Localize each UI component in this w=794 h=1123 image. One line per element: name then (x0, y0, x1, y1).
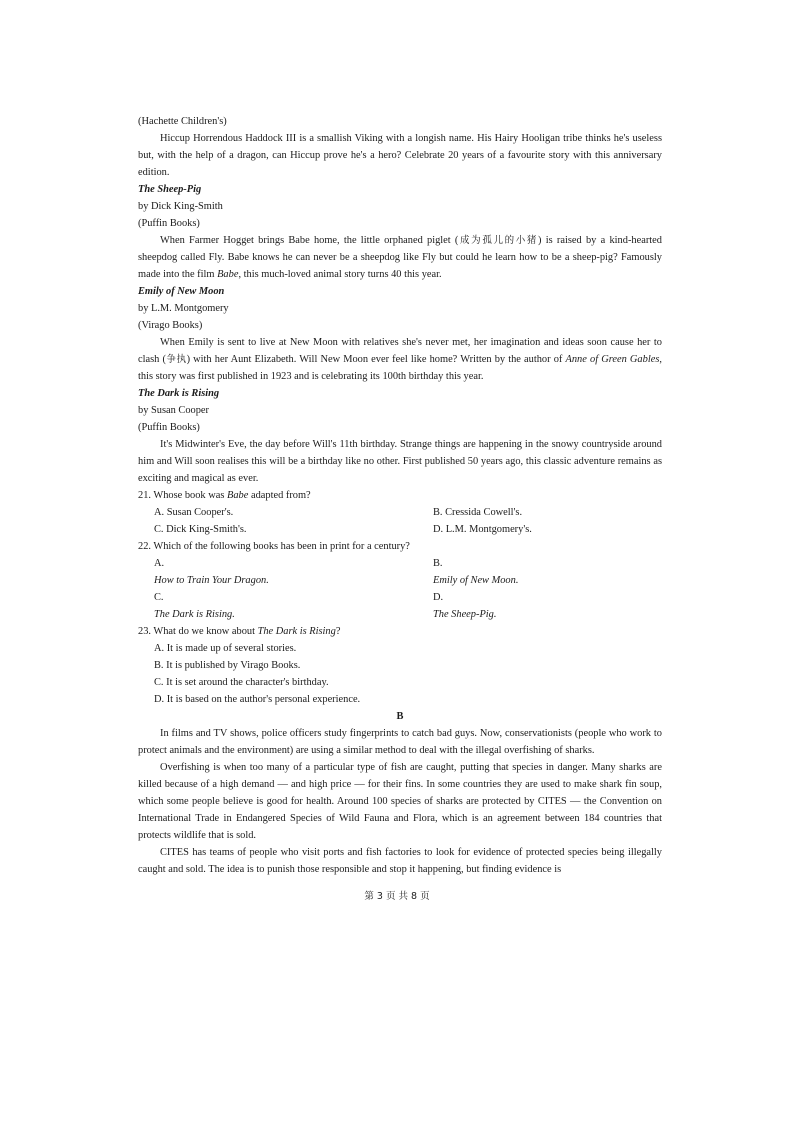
book0-publisher: (Hachette Children's) (138, 116, 227, 127)
book3-description: It's Midwinter's Eve, the day before Will's 11th birthday. Strange things are happening in the snowy countryside around him and Will soon realises this will be a birthday like no other. First published 50 years ago, this classic adventure remains as exciting and magical as ever. (138, 439, 662, 484)
q23-option-b[interactable]: B. It is published by Virago Books. (154, 660, 301, 671)
book1-author: by Dick King-Smith (138, 201, 223, 212)
q23-option-d[interactable]: D. It is based on the author's personal experience. (154, 694, 361, 705)
q21-option-a[interactable]: A. Susan Cooper's. (154, 507, 234, 518)
q21-option-b[interactable]: B. Cressida Cowell's. (433, 507, 523, 518)
book1-publisher: (Puffin Books) (138, 218, 200, 229)
book1-description: When Farmer Hogget brings Babe home, the little orphaned piglet (成为孤儿的小猪) is raised by a kind-hearted sheepdog called Fly. Babe knows he can never be a sheepdog like Fly but could he learn how to be a sheep-pig? Famously made into the film Babe, this much-loved animal story turns 40 this year. (138, 235, 662, 280)
book2-author: by L.M. Montgomery (138, 303, 229, 314)
question-21-stem: 21. Whose book was Babe adapted from? (138, 490, 311, 501)
q23-option-c[interactable]: C. It is set around the character's birthday. (154, 677, 329, 688)
book3-title: The Dark is Rising (138, 388, 220, 399)
book2-description: When Emily is sent to live at New Moon with relatives she's never met, her imagination and ideas soon cause her to clash (争执) with her Aunt Elizabeth. Will New Moon ever feel like home? Written by the author of Anne of Green Gables, this story was first published in 1923 and is celebrating its 100th birthday this year. (138, 337, 662, 382)
q22-option-b[interactable]: B. Emily of New Moon. (433, 558, 519, 586)
document-page (138, 113, 662, 878)
question-22-options-row2 (138, 589, 662, 623)
book1-title: The Sheep-Pig (138, 184, 202, 195)
q22-option-d[interactable]: D. The Sheep-Pig. (433, 592, 497, 620)
book2-publisher: (Virago Books) (138, 320, 203, 331)
question-23-stem: 23. What do we know about The Dark is Rising? (138, 626, 341, 637)
q21-option-c[interactable]: C. Dick King-Smith's. (154, 524, 247, 535)
section-b-paragraph-3: CITES has teams of people who visit ports and fish factories to look for evidence of protected species being illegally caught and sold. The idea is to punish those responsible and stop it happening, but finding evidence is (138, 847, 662, 875)
question-21-options-row2 (138, 521, 662, 538)
section-b-paragraph-1: In films and TV shows, police officers study fingerprints to catch bad guys. Now, conservationists (people who work to protect animals and the environment) are using a similar method to deal with the illegal overfishing of sharks. (138, 728, 662, 756)
q22-option-a[interactable]: A. How to Train Your Dragon. (154, 558, 269, 586)
q21-option-d[interactable]: D. L.M. Montgomery's. (433, 524, 532, 535)
q22-option-c[interactable]: C. The Dark is Rising. (154, 592, 235, 620)
question-22-stem: 22. Which of the following books has been in print for a century? (138, 541, 410, 552)
book3-publisher: (Puffin Books) (138, 422, 200, 433)
book3-author: by Susan Cooper (138, 405, 209, 416)
q23-option-a[interactable]: A. It is made up of several stories. (154, 643, 297, 654)
section-b-heading: B (396, 711, 404, 722)
book0-description: Hiccup Horrendous Haddock III is a smallish Viking with a longish name. His Hairy Hooligan tribe thinks he's useless but, with the help of a dragon, can Hiccup prove he's a hero? Celebrate 20 years of a favourite story with this anniversary edition. (138, 133, 662, 178)
question-21-options-row1 (138, 504, 662, 521)
book2-title: Emily of New Moon (138, 286, 225, 297)
section-b-paragraph-2: Overfishing is when too many of a particular type of fish are caught, putting that species in danger. Many sharks are killed because of a high demand — and high price — for their fins. In some countries they are used to make shark fin soup, which some people believe is good for health. Around 100 species of sharks are protected by CITES — the Convention on International Trade in Endangered Species of Wild Fauna and Flora, which is an agreement between 184 countries that protects wildlife that is sold. (138, 762, 662, 841)
page-footer: 第 3 页 共 8 页 (364, 891, 430, 902)
question-22-options-row1 (138, 555, 662, 589)
